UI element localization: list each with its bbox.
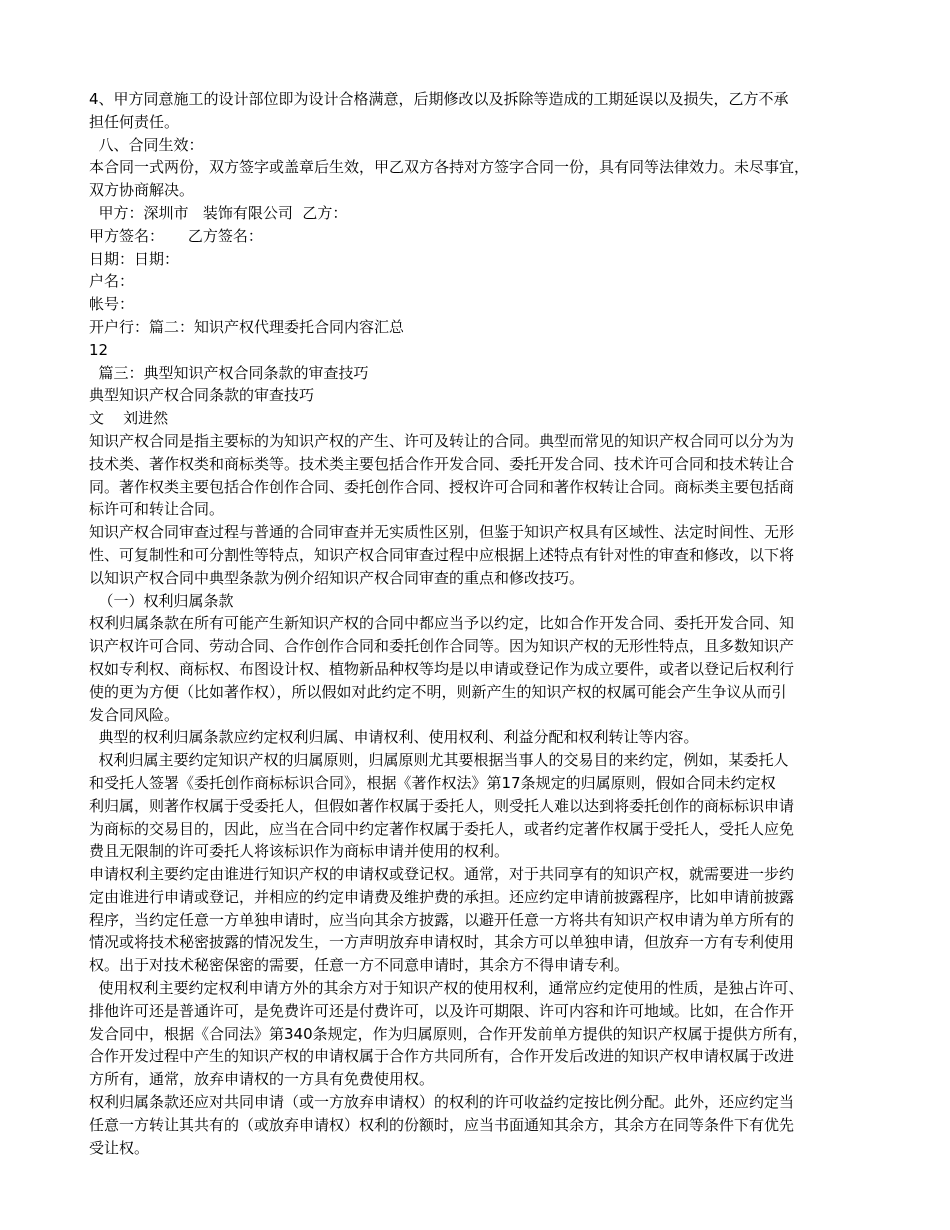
- text-line: 甲方签名： 乙方签名：: [89, 226, 263, 245]
- text-line: 知识产权合同是指主要标的为知识产权的产生、许可及转让的合同。典型而常见的知识产权合同可以分为为: [89, 431, 795, 450]
- text-line: 申请权利主要约定由谁进行知识产权的申请权或登记权。通常，对于共同享有的知识产权，就需要进一步约: [89, 865, 795, 884]
- text-line: 权如专利权、商标权、布图设计权、植物新品种权等均是以申请或登记作为成立要件，或者以登记后权利行: [89, 659, 795, 678]
- document-body: [89, 88, 910, 1159]
- text-line: 八、合同生效：: [89, 135, 204, 154]
- text-line: 受让权。: [89, 1138, 150, 1157]
- text-line: （一）权利归属条款: [89, 591, 234, 610]
- text-line: 篇三：典型知识产权合同条款的审查技巧: [89, 363, 369, 382]
- text-line: 识产权许可合同、劳动合同、合作创作合同和委托创作合同等。因为知识产权的无形性特点，且多数知识产: [89, 637, 795, 656]
- text-line: 权利归属条款还应对共同申请（或一方放弃申请权）的权利的许可收益约定按比例分配。此外，还应约定当: [89, 1093, 795, 1112]
- text-line: 和受托人签署《委托创作商标标识合同》，根据《著作权法》第17条规定的归属原则，假如合同未约定权: [89, 773, 776, 792]
- text-line: 合作开发过程中产生的知识产权的申请权属于合作方共同所有，合作开发后改进的知识产权申请权属于改进: [89, 1047, 795, 1066]
- text-line: 帐号：: [89, 295, 135, 314]
- text-line: 甲方：深圳市 装饰有限公司 乙方：: [89, 203, 348, 222]
- text-line: 日期：日期：: [89, 249, 180, 268]
- text-line: 情况或将技术秘密披露的情况发生，一方声明放弃申请权时，其余方可以单独申请，但放弃一方有专利使用: [89, 933, 795, 952]
- text-line: 同。著作权类主要包括合作创作合同、委托创作合同、授权许可合同和著作权转让合同。商标类主要包括商: [89, 477, 795, 496]
- text-line: 权利归属主要约定知识产权的归属原则，归属原则尤其要根据当事人的交易目的来约定，例如，某委托人: [89, 751, 789, 770]
- text-line: 发合同风险。: [89, 705, 180, 724]
- text-line: 技术类、著作权类和商标类等。技术类主要包括合作开发合同、委托开发合同、技术许可合同和技术转让合: [89, 454, 795, 473]
- text-line: 性、可复制性和可分割性等特点，知识产权合同审查过程中应根据上述特点有针对性的审查和修改，以下将: [89, 545, 795, 564]
- text-line: 费且无限制的许可委托人将该标识作为商标申请并使用的权利。: [89, 842, 510, 861]
- text-line: 发合同中，根据《合同法》第340条规定，作为归属原则，合作开发前单方提供的知识产权属于提供方所有，: [89, 1024, 808, 1043]
- text-line: 双方协商解决。: [89, 181, 195, 200]
- text-line: 使的更为方便（比如著作权），所以假如对此约定不明，则新产生的知识产权的权属可能会产生争议从而引: [89, 682, 787, 701]
- text-line: 任意一方转让其共有的（或放弃申请权）权利的份额时，应当书面通知其余方，其余方在同等条件下有优先: [89, 1115, 795, 1134]
- text-line: 本合同一式两份，双方签字或盖章后生效，甲乙双方各持对方签字合同一份，具有同等法律效力。未尽事宜，: [89, 158, 810, 177]
- text-line: 典型知识产权合同条款的审查技巧: [89, 386, 315, 405]
- text-line: 为商标的交易目的，因此，应当在合同中约定著作权属于委托人，或者约定著作权属于受托人，受托人应免: [89, 819, 795, 838]
- text-line: 排他许可还是普通许可，是免费许可还是付费许可，以及许可期限、许可内容和许可地域。比如，在合作开: [89, 1001, 795, 1020]
- text-line: 户名：: [89, 272, 135, 291]
- text-line: 使用权利主要约定权利申请方外的其余方对于知识产权的使用权利，通常应约定使用的性质，是独占许可、: [89, 979, 804, 998]
- text-line: 权利归属条款在所有可能产生新知识产权的合同中都应当予以约定，比如合作开发合同、委托开发合同、知: [89, 614, 795, 633]
- text-line: 方所有，通常，放弃申请权的一方具有免费使用权。: [89, 1070, 435, 1089]
- text-line: 典型的权利归属条款应约定权利归属、申请权利、使用权利、利益分配和权利转让等内容。: [89, 728, 699, 747]
- text-line: 担任何责任。: [89, 112, 180, 131]
- text-line: 文 刘进然: [89, 409, 169, 428]
- text-line: 程序，当约定任意一方单独申请时，应当向其余方披露，以避开任意一方将共有知识产权申请为单方所有的: [89, 910, 795, 929]
- text-line: 权。出于对技术秘密保密的需要，任意一方不同意申请时，其余方不得申请专利。: [89, 956, 630, 975]
- text-line: 标许可和转让合同。: [89, 500, 225, 519]
- text-line: 定由谁进行申请或登记，并相应的约定申请费及维护费的承担。还应约定申请前披露程序，比如申请前披露: [89, 887, 795, 906]
- text-line: 以知识产权合同中典型条款为例介绍知识产权合同审查的重点和修改技巧。: [89, 568, 585, 587]
- text-line: 4、甲方同意施工的设计部位即为设计合格满意，后期修改以及拆除等造成的工期延误以及损失，乙方不承: [89, 90, 789, 108]
- text-line: 开户行：篇二：知识产权代理委托合同内容汇总: [89, 317, 405, 336]
- text-line: 利归属，则著作权属于受委托人，但假如著作权属于委托人，则受托人难以达到将委托创作的商标标识申请: [89, 796, 795, 815]
- text-line: 知识产权合同审查过程与普通的合同审查并无实质性区别，但鉴于知识产权具有区域性、法定时间性、无形: [89, 523, 795, 542]
- text-line: 12: [89, 340, 109, 359]
